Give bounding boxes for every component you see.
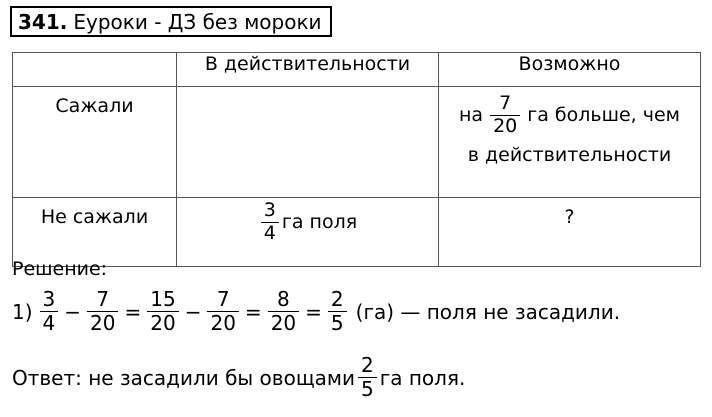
more-prefix: на bbox=[458, 104, 484, 127]
table-header-actual: В действительности bbox=[177, 53, 439, 87]
solution-title: Решение: bbox=[12, 258, 108, 280]
fraction-15-20 bbox=[147, 288, 178, 335]
fraction-numerator: 7 bbox=[216, 287, 230, 311]
step-label: 1) bbox=[12, 299, 33, 324]
solution-step-1 bbox=[12, 288, 620, 335]
equals-sign: = bbox=[124, 299, 142, 324]
fraction-3-4 bbox=[261, 200, 279, 245]
step-tail: (га) — поля не засадили. bbox=[355, 299, 621, 324]
cell-planted-possible bbox=[439, 87, 701, 198]
header-title: Еуроки - ДЗ без мороки bbox=[73, 9, 322, 34]
fraction-numerator: 3 bbox=[263, 199, 276, 221]
fraction-denominator: 4 bbox=[40, 311, 59, 335]
answer-prefix: Ответ: не засадили бы овощами bbox=[12, 365, 355, 390]
fraction-2-5 bbox=[358, 354, 377, 401]
table-header-possible: Возможно bbox=[439, 53, 701, 87]
table-header-row bbox=[13, 53, 701, 87]
row-label-planted: Сажали bbox=[13, 87, 177, 198]
fraction-denominator: 20 bbox=[147, 311, 178, 335]
cell-planted-actual bbox=[177, 87, 439, 198]
equals-sign: = bbox=[244, 299, 262, 324]
cell-not-planted-possible: ? bbox=[439, 198, 701, 267]
fraction-denominator: 20 bbox=[490, 115, 520, 138]
fraction-denominator: 20 bbox=[207, 311, 238, 335]
table-header-empty bbox=[13, 53, 177, 87]
more-suffix: га больше, чем bbox=[527, 104, 681, 127]
page-header bbox=[10, 6, 332, 37]
fraction-denominator: 20 bbox=[87, 311, 118, 335]
fraction-denominator: 5 bbox=[358, 377, 377, 401]
fraction-8-20 bbox=[268, 288, 299, 335]
fraction-numerator: 2 bbox=[330, 287, 344, 311]
fraction-2-5 bbox=[328, 288, 347, 335]
more-line2: в действительности bbox=[467, 143, 672, 166]
equals-sign: = bbox=[305, 299, 322, 324]
fraction-7-20 bbox=[490, 93, 520, 138]
fraction-numerator: 15 bbox=[150, 287, 176, 311]
fraction-7-20 bbox=[87, 288, 118, 335]
cell-not-planted-actual bbox=[177, 198, 439, 267]
task-number: 341. bbox=[18, 9, 68, 34]
answer-line bbox=[12, 354, 465, 401]
fraction-7-20 bbox=[207, 288, 238, 335]
fraction-denominator: 4 bbox=[261, 222, 279, 245]
answer-suffix: га поля. bbox=[379, 365, 466, 390]
fraction-numerator: 7 bbox=[96, 287, 110, 311]
not-planted-suffix: га поля bbox=[281, 211, 358, 234]
minus-sign: − bbox=[184, 299, 202, 324]
row-label-not-planted: Не сажали bbox=[13, 198, 177, 267]
fraction-numerator: 3 bbox=[42, 287, 56, 311]
fraction-denominator: 5 bbox=[328, 311, 347, 335]
minus-sign: − bbox=[64, 299, 82, 324]
table-row-not-planted bbox=[13, 198, 701, 267]
fraction-denominator: 20 bbox=[268, 311, 299, 335]
fraction-numerator: 8 bbox=[277, 287, 290, 311]
fraction-numerator: 7 bbox=[499, 92, 512, 114]
fraction-3-4 bbox=[40, 288, 59, 335]
table-row-planted bbox=[13, 87, 701, 198]
task-table bbox=[12, 52, 701, 267]
fraction-numerator: 2 bbox=[361, 353, 374, 377]
